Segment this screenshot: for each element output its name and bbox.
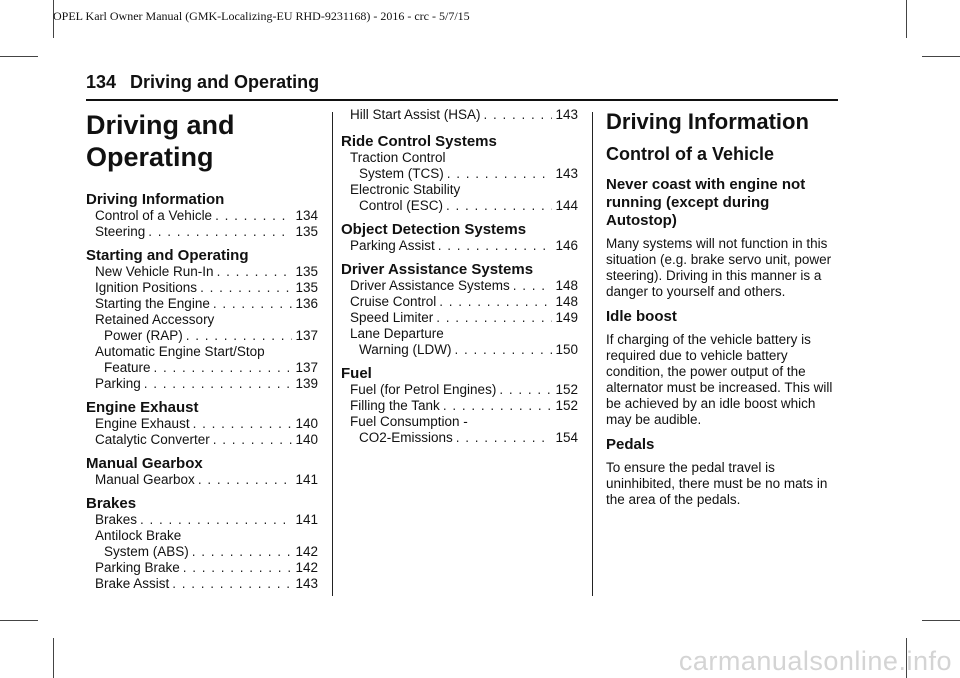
dot-leader bbox=[484, 107, 553, 123]
toc-entry[interactable] bbox=[86, 376, 318, 392]
toc-entry-title: Hill Start Assist (HSA) bbox=[350, 107, 481, 122]
toc-entry-title: Parking bbox=[95, 376, 141, 391]
toc-entry[interactable] bbox=[86, 432, 318, 448]
page-header bbox=[86, 71, 319, 93]
toc-entry[interactable] bbox=[86, 512, 318, 528]
toc-page-number: 143 bbox=[295, 576, 318, 591]
dot-leader bbox=[439, 294, 552, 310]
toc-entry-title: Ignition Positions bbox=[95, 280, 198, 295]
toc-entry-title-line1: Retained Accessory bbox=[95, 312, 215, 327]
toc-entry[interactable] bbox=[341, 182, 578, 214]
toc-entry-title: Warning (LDW) bbox=[359, 342, 452, 357]
toc-entry-title: Brakes bbox=[95, 512, 138, 527]
toc-entry[interactable] bbox=[86, 576, 318, 592]
toc-heading[interactable]: Engine Exhaust bbox=[86, 399, 199, 416]
toc-page-number: 135 bbox=[295, 264, 318, 279]
page-number: 134 bbox=[86, 72, 117, 92]
toc-section-driving-information bbox=[86, 191, 318, 240]
toc-entry-title-line1: Antilock Brake bbox=[95, 528, 182, 543]
toc-page-number: 143 bbox=[555, 107, 578, 122]
toc-section-starting-operating bbox=[86, 247, 318, 392]
toc-entry-title: Power (RAP) bbox=[104, 328, 183, 343]
section-title: Driving Information bbox=[606, 109, 809, 134]
toc-page-number: 135 bbox=[295, 224, 318, 239]
toc-entry[interactable] bbox=[341, 238, 578, 254]
toc-entry[interactable] bbox=[86, 416, 318, 432]
toc-entry-title-line1: Fuel Consumption - bbox=[350, 414, 468, 429]
toc-entry[interactable] bbox=[341, 278, 578, 294]
toc-page-number: 142 bbox=[295, 560, 318, 575]
toc-entry-title: System (ABS) bbox=[104, 544, 189, 559]
toc-entry-title: System (TCS) bbox=[359, 166, 444, 181]
toc-page-number: 146 bbox=[555, 238, 578, 253]
toc-page-number: 140 bbox=[295, 432, 318, 447]
block-heading: Pedals bbox=[606, 436, 655, 453]
block-heading: Idle boost bbox=[606, 308, 677, 325]
toc-entry-title: Driver Assistance Systems bbox=[350, 278, 510, 293]
toc-entry-title: Feature bbox=[104, 360, 151, 375]
content-column bbox=[606, 108, 838, 516]
dot-leader bbox=[172, 576, 292, 592]
toc-entry[interactable] bbox=[341, 150, 578, 182]
dot-leader bbox=[446, 198, 552, 214]
chapter-title: Driving and Operating bbox=[86, 110, 235, 172]
toc-page-number: 148 bbox=[555, 294, 578, 309]
toc-entry-title: New Vehicle Run-In bbox=[95, 264, 214, 279]
toc-page-number: 149 bbox=[555, 310, 578, 325]
dot-leader bbox=[443, 398, 553, 414]
toc-entry-title: Filling the Tank bbox=[350, 398, 440, 413]
toc-entry-title: Starting the Engine bbox=[95, 296, 210, 311]
dot-leader bbox=[456, 430, 553, 446]
toc-page-number: 154 bbox=[555, 430, 578, 445]
dot-leader bbox=[455, 342, 553, 358]
dot-leader bbox=[183, 560, 293, 576]
toc-page-number: 152 bbox=[555, 382, 578, 397]
block-paragraph: To ensure the pedal travel is uninhibited, there must be no mats in the area of the pedals. bbox=[606, 460, 828, 507]
dot-leader bbox=[215, 208, 292, 224]
dot-leader bbox=[140, 512, 292, 528]
dot-leader bbox=[144, 376, 293, 392]
toc-entry[interactable] bbox=[341, 382, 578, 398]
dot-leader bbox=[499, 382, 552, 398]
dot-leader bbox=[186, 328, 293, 344]
toc-page-number: 141 bbox=[295, 472, 318, 487]
crop-mark bbox=[922, 620, 960, 621]
dot-leader bbox=[193, 416, 293, 432]
crop-mark bbox=[0, 620, 38, 621]
toc-heading[interactable]: Fuel bbox=[341, 365, 372, 382]
toc-entry[interactable] bbox=[341, 294, 578, 310]
column-divider bbox=[592, 112, 593, 596]
toc-heading[interactable]: Driver Assistance Systems bbox=[341, 261, 534, 278]
column-divider bbox=[332, 112, 333, 596]
toc-entry-title: Parking Assist bbox=[350, 238, 435, 253]
dot-leader bbox=[513, 278, 553, 294]
toc-page-number: 137 bbox=[295, 328, 318, 343]
print-header-note: OPEL Karl Owner Manual (GMK-Localizing-EU RHD-9231168) - 2016 - crc - 5/7/15 bbox=[53, 9, 470, 23]
toc-entry[interactable] bbox=[341, 326, 578, 358]
toc-heading[interactable]: Manual Gearbox bbox=[86, 455, 203, 472]
toc-entry[interactable] bbox=[86, 264, 318, 280]
toc-entry-title: Control (ESC) bbox=[359, 198, 444, 213]
toc-entry[interactable] bbox=[86, 280, 318, 296]
toc-entry[interactable] bbox=[86, 296, 318, 312]
toc-page-number: 143 bbox=[555, 166, 578, 181]
dot-leader bbox=[438, 238, 553, 254]
toc-page-number: 144 bbox=[555, 198, 578, 213]
toc-heading[interactable]: Object Detection Systems bbox=[341, 221, 527, 238]
toc-section-ride-control bbox=[341, 133, 578, 214]
block-paragraph: If charging of the vehicle battery is required due to vehicle battery condition, the power output of the alternator must be increased. This will be achieved by an idle boost which may be audible. bbox=[606, 332, 833, 427]
dot-leader bbox=[213, 432, 293, 448]
dot-leader bbox=[148, 224, 292, 240]
toc-entry[interactable] bbox=[341, 414, 578, 446]
toc-entry-title-line1: Automatic Engine Start/Stop bbox=[95, 344, 265, 359]
toc-section-brakes bbox=[86, 495, 318, 592]
running-title: Driving and Operating bbox=[130, 72, 320, 92]
toc-entry-title: CO2-Emissions bbox=[359, 430, 453, 445]
toc-page-number: 148 bbox=[555, 278, 578, 293]
toc-section-hill-start bbox=[341, 107, 578, 123]
toc-heading[interactable]: Starting and Operating bbox=[86, 247, 249, 264]
toc-page-number: 135 bbox=[295, 280, 318, 295]
toc-entry-title-line1: Traction Control bbox=[350, 150, 446, 165]
toc-page-number: 140 bbox=[295, 416, 318, 431]
toc-entry[interactable] bbox=[86, 224, 318, 240]
toc-entry-title: Control of a Vehicle bbox=[95, 208, 213, 223]
crop-mark bbox=[906, 0, 907, 38]
block-paragraph: Many systems will not function in this situation (e.g. brake servo unit, power steering). Driving in this manner is a danger to yourself and others. bbox=[606, 236, 832, 299]
toc-entry[interactable] bbox=[341, 310, 578, 326]
toc-section-engine-exhaust bbox=[86, 399, 318, 448]
toc-section-manual-gearbox bbox=[86, 455, 318, 488]
dot-leader bbox=[198, 472, 293, 488]
toc-section-object-detection bbox=[341, 221, 578, 254]
subsection-title: Control of a Vehicle bbox=[606, 144, 775, 164]
toc-column-middle bbox=[341, 107, 578, 446]
toc-heading[interactable]: Ride Control Systems bbox=[341, 133, 497, 150]
toc-entry[interactable] bbox=[86, 344, 318, 376]
toc-page-number: 152 bbox=[555, 398, 578, 413]
toc-entry[interactable] bbox=[86, 312, 318, 344]
toc-entry[interactable] bbox=[341, 107, 578, 123]
toc-entry-title-line1: Lane Departure bbox=[350, 326, 444, 341]
toc-entry-title: Cruise Control bbox=[350, 294, 437, 309]
toc-entry[interactable] bbox=[341, 398, 578, 414]
dot-leader bbox=[154, 360, 293, 376]
toc-page-number: 134 bbox=[295, 208, 318, 223]
crop-mark bbox=[922, 56, 960, 57]
toc-section-driver-assistance bbox=[341, 261, 578, 358]
watermark bbox=[0, 646, 960, 676]
watermark-text: carmanualsonline.info bbox=[678, 646, 952, 676]
toc-page-number: 136 bbox=[295, 296, 318, 311]
toc-heading[interactable]: Brakes bbox=[86, 495, 137, 512]
toc-entry[interactable] bbox=[86, 528, 318, 560]
toc-section-fuel bbox=[341, 365, 578, 446]
dot-leader bbox=[217, 264, 293, 280]
toc-column-left bbox=[86, 191, 318, 592]
toc-heading[interactable]: Driving Information bbox=[86, 191, 225, 208]
dot-leader bbox=[192, 544, 293, 560]
block-heading: Never coast with engine not running (except during Autostop) bbox=[606, 176, 806, 229]
toc-entry-title: Manual Gearbox bbox=[95, 472, 195, 487]
toc-entry-title: Steering bbox=[95, 224, 146, 239]
toc-entry[interactable] bbox=[86, 472, 318, 488]
toc-entry-title: Parking Brake bbox=[95, 560, 180, 575]
toc-page-number: 150 bbox=[555, 342, 578, 357]
toc-entry-title: Speed Limiter bbox=[350, 310, 434, 325]
dot-leader bbox=[200, 280, 292, 296]
dot-leader bbox=[447, 166, 553, 182]
toc-entry[interactable] bbox=[86, 560, 318, 576]
toc-entry[interactable] bbox=[86, 208, 318, 224]
dot-leader bbox=[213, 296, 293, 312]
toc-page-number: 142 bbox=[295, 544, 318, 559]
toc-entry-title: Brake Assist bbox=[95, 576, 170, 591]
toc-entry-title-line1: Electronic Stability bbox=[350, 182, 461, 197]
toc-page-number: 139 bbox=[295, 376, 318, 391]
crop-mark bbox=[0, 56, 38, 57]
toc-page-number: 137 bbox=[295, 360, 318, 375]
dot-leader bbox=[436, 310, 552, 326]
toc-entry-title: Catalytic Converter bbox=[95, 432, 210, 447]
toc-entry-title: Fuel (for Petrol Engines) bbox=[350, 382, 497, 397]
toc-entry-title: Engine Exhaust bbox=[95, 416, 190, 431]
toc-page-number: 141 bbox=[295, 512, 318, 527]
header-rule bbox=[86, 99, 838, 101]
